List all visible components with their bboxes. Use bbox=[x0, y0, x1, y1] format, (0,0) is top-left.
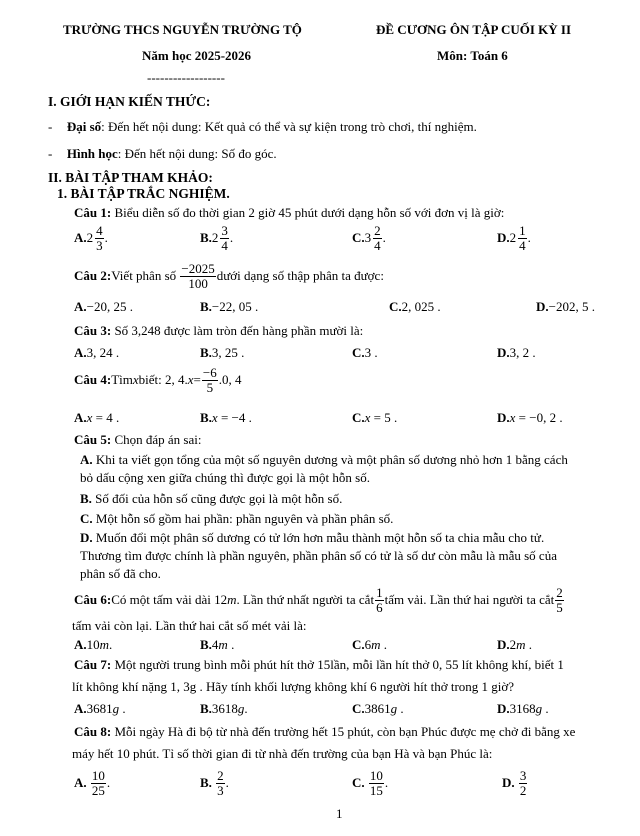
q2-option-c bbox=[389, 299, 441, 315]
header-divider: ------------------ bbox=[147, 70, 225, 85]
q3-option-a bbox=[74, 345, 119, 361]
limit-item-geometry bbox=[48, 146, 277, 162]
option-label: B. bbox=[200, 410, 212, 425]
question-text: Tìm bbox=[111, 372, 133, 388]
variable: x bbox=[86, 410, 93, 425]
option-label: C. bbox=[80, 511, 93, 526]
q1-option-d bbox=[497, 224, 531, 252]
variable: x bbox=[509, 410, 516, 425]
q2-option-d bbox=[536, 299, 595, 315]
option-label: A. bbox=[74, 701, 87, 716]
question-1 bbox=[74, 205, 504, 221]
question-label: Câu 4: bbox=[74, 372, 112, 388]
q6-option-c bbox=[352, 637, 387, 653]
q5-option-d-cont1: Thương tìm được chính là phần nguyên, phần phân số có tử là số dư còn mẫu là mẫu số của bbox=[80, 548, 557, 563]
option-value: 3861 bbox=[364, 701, 391, 716]
option-label: A. bbox=[74, 410, 87, 425]
page-number: 1 bbox=[336, 806, 343, 821]
option-end: . bbox=[227, 637, 235, 652]
option-end: . bbox=[104, 230, 108, 246]
denominator: 5 bbox=[556, 599, 563, 615]
whole-part: 3 bbox=[364, 230, 372, 246]
q3-option-b bbox=[200, 345, 244, 361]
question-text: Có một tấm vải dài 12 bbox=[111, 592, 228, 608]
question-text: . Lần thứ nhất người ta cắt bbox=[236, 592, 375, 608]
option-text: 3 . bbox=[364, 345, 378, 360]
limit-item-algebra bbox=[48, 119, 477, 135]
numerator: 1 bbox=[519, 223, 526, 238]
question-7 bbox=[74, 657, 564, 673]
q5-option-a-cont: bỏ dấu cộng xen giữa chúng thì được gọi là một hỗn số. bbox=[80, 470, 370, 485]
denominator: 4 bbox=[519, 237, 526, 253]
variable: x bbox=[132, 372, 139, 388]
unit: g bbox=[237, 701, 245, 716]
q2-option-b bbox=[200, 299, 258, 315]
option-end: . bbox=[525, 637, 533, 652]
numerator: −6 bbox=[202, 365, 217, 380]
section-1-title: I. GIỚI HẠN KIẾN THỨC: bbox=[48, 94, 211, 109]
limit-label: Đại số bbox=[66, 119, 102, 134]
question-label: Câu 7: bbox=[74, 657, 112, 672]
option-label: B. bbox=[80, 491, 92, 506]
option-text: Một hỗn số gồm hai phần: phần nguyên và phần phân số. bbox=[92, 511, 394, 526]
school-year: Năm học 2025-2026 bbox=[142, 48, 252, 63]
variable: x bbox=[364, 410, 371, 425]
q4-option-c bbox=[352, 410, 397, 426]
option-label: A. bbox=[74, 230, 87, 246]
question-text: Chọn đáp án sai: bbox=[111, 432, 202, 447]
question-2 bbox=[74, 262, 384, 290]
option-label: B. bbox=[200, 345, 212, 360]
option-value: 3618 bbox=[211, 701, 238, 716]
question-label: Câu 6: bbox=[74, 592, 112, 608]
option-value: 3168 bbox=[509, 701, 536, 716]
option-end: . bbox=[384, 775, 389, 791]
equation-part: .0, 4 bbox=[218, 372, 242, 388]
exercise-subtitle: 1. BÀI TẬP TRẮC NGHIỆM. bbox=[57, 186, 230, 201]
whole-part: 2 bbox=[211, 230, 219, 246]
option-value: 4 bbox=[211, 637, 219, 652]
numerator: 2 bbox=[374, 223, 381, 238]
option-label: B. bbox=[200, 637, 212, 652]
question-text: Viết phân số bbox=[111, 268, 177, 284]
denominator: 100 bbox=[188, 275, 208, 291]
variable: x bbox=[211, 410, 218, 425]
section-2-title: II. BÀI TẬP THAM KHẢO: bbox=[48, 170, 213, 185]
q6-option-d bbox=[497, 637, 532, 653]
school-name: TRƯỜNG THCS NGUYỄN TRƯỜNG TỘ bbox=[63, 22, 302, 37]
option-label: A. bbox=[74, 775, 87, 791]
option-end: . bbox=[225, 775, 229, 791]
q5-option-d-cont2: phân số đã cho. bbox=[80, 566, 161, 581]
option-value: 3681 bbox=[86, 701, 113, 716]
option-label: A. bbox=[74, 299, 87, 314]
option-label: B. bbox=[200, 701, 212, 716]
option-label: D. bbox=[497, 637, 510, 652]
option-label: A. bbox=[80, 452, 93, 467]
q7-option-b bbox=[200, 701, 248, 717]
option-text: −202, 5 . bbox=[548, 299, 595, 314]
option-label: B. bbox=[200, 230, 212, 246]
numerator: 3 bbox=[221, 223, 228, 238]
question-text: Biểu diễn số đo thời gian 2 giờ 45 phút dưới dạng hỗn số với đơn vị là giờ: bbox=[111, 205, 505, 220]
q1-option-a bbox=[74, 224, 108, 252]
q7-option-d bbox=[497, 701, 549, 717]
option-label: C. bbox=[352, 637, 365, 652]
q1-option-c bbox=[352, 224, 386, 252]
option-label: B. bbox=[200, 775, 212, 791]
q4-option-b bbox=[200, 410, 252, 426]
q8-option-d bbox=[502, 769, 528, 797]
question-label: Câu 8: bbox=[74, 724, 112, 739]
limit-label: Hình học bbox=[66, 146, 118, 161]
option-text: = 5 . bbox=[370, 410, 398, 425]
q1-option-b bbox=[200, 224, 233, 252]
option-end: . bbox=[542, 701, 549, 716]
q7-continuation: lít không khí nặng 1, 3g . Hãy tính khối lượng không khí 6 người hít thở trong 1 giờ? bbox=[72, 679, 515, 694]
option-text: −20, 25 . bbox=[86, 299, 133, 314]
q3-option-c bbox=[352, 345, 378, 361]
question-5 bbox=[74, 432, 201, 448]
numerator: −2025 bbox=[181, 261, 215, 276]
option-end: . bbox=[527, 230, 531, 246]
question-text: Một người trung bình mỗi phút hít thở 15lần, mỗi lần hít thở 0, 55 lít không khí, biết 1 bbox=[111, 657, 564, 672]
option-label: C. bbox=[352, 230, 365, 246]
q5-option-d bbox=[80, 530, 544, 546]
q8-option-a bbox=[74, 769, 110, 797]
q5-option-b bbox=[80, 491, 342, 507]
option-text: = −4 . bbox=[217, 410, 252, 425]
option-text: 3, 24 . bbox=[86, 345, 120, 360]
dash: - bbox=[48, 146, 53, 161]
option-end: . bbox=[382, 230, 386, 246]
option-label: D. bbox=[536, 299, 549, 314]
option-label: D. bbox=[80, 530, 93, 545]
subject: Môn: Toán 6 bbox=[437, 48, 508, 63]
question-4 bbox=[74, 366, 241, 394]
numerator: 4 bbox=[96, 223, 103, 238]
unit: m bbox=[371, 637, 381, 652]
q4-option-d bbox=[497, 410, 563, 426]
option-label: D. bbox=[502, 775, 515, 791]
option-text: 2, 025 . bbox=[401, 299, 441, 314]
option-label: D. bbox=[497, 701, 510, 716]
option-text: Khi ta viết gọn tổng của một số nguyên dương và một phân số dương nhỏ hơn 1 bằng cách bbox=[92, 452, 568, 467]
unit: g bbox=[535, 701, 543, 716]
denominator: 6 bbox=[376, 599, 383, 615]
q6-option-a bbox=[74, 637, 112, 653]
option-label: A. bbox=[74, 637, 87, 652]
option-value: 2 bbox=[509, 637, 517, 652]
option-text: = −0, 2 . bbox=[515, 410, 563, 425]
q3-option-d bbox=[497, 345, 536, 361]
option-value: 6 bbox=[364, 637, 372, 652]
question-3 bbox=[74, 323, 363, 339]
numerator: 2 bbox=[556, 585, 563, 600]
unit: m bbox=[218, 637, 228, 652]
question-8 bbox=[74, 724, 575, 740]
question-text: dưới dạng số thập phân ta được: bbox=[216, 268, 384, 284]
whole-part: 2 bbox=[509, 230, 517, 246]
q2-option-a bbox=[74, 299, 133, 315]
denominator: 4 bbox=[221, 237, 228, 253]
numerator: 10 bbox=[91, 768, 105, 783]
option-end: . bbox=[229, 230, 234, 246]
option-end: . bbox=[106, 775, 111, 791]
numerator: 1 bbox=[376, 585, 383, 600]
option-text: −22, 05 . bbox=[211, 299, 259, 314]
numerator: 3 bbox=[519, 768, 527, 783]
option-end: . bbox=[119, 701, 126, 716]
option-text: 3, 25 . bbox=[211, 345, 245, 360]
option-end: . bbox=[380, 637, 388, 652]
option-label: B. bbox=[200, 299, 212, 314]
denominator: 2 bbox=[519, 782, 527, 798]
unit: m bbox=[227, 592, 237, 608]
limit-text: : Đến hết nội dung: Kết quả có thể và sự kiện trong trò chơi, thí nghiệm. bbox=[101, 119, 477, 134]
option-text: Muốn đổi một phân số dương có tử lớn hơn mẫu thành một hỗn số ta chia mẫu cho tử. bbox=[92, 530, 545, 545]
question-text: tấm vải. Lần thứ hai người ta cắt bbox=[384, 592, 555, 608]
option-end: . bbox=[244, 701, 248, 716]
q7-option-c bbox=[352, 701, 404, 717]
numerator: 10 bbox=[369, 768, 383, 783]
limit-text: : Đến hết nội dung: Số đo góc. bbox=[117, 146, 277, 161]
question-label: Câu 5: bbox=[74, 432, 112, 447]
option-text: = 4 . bbox=[92, 410, 120, 425]
q7-option-a bbox=[74, 701, 126, 717]
option-end: . bbox=[109, 637, 113, 652]
unit: g bbox=[390, 701, 398, 716]
option-label: D. bbox=[497, 410, 510, 425]
question-label: Câu 3: bbox=[74, 323, 112, 338]
option-label: C. bbox=[352, 701, 365, 716]
unit: g bbox=[112, 701, 120, 716]
document-title: ĐỀ CƯƠNG ÔN TẬP CUỐI KỲ II bbox=[376, 22, 572, 37]
denominator: 4 bbox=[374, 237, 381, 253]
equation-part: = bbox=[193, 372, 201, 388]
q5-option-a bbox=[80, 452, 568, 468]
question-label: Câu 1: bbox=[74, 205, 112, 220]
equation-part: biết: 2, 4. bbox=[138, 372, 188, 388]
q8-continuation: máy hết 10 phút. Tỉ số thời gian đi từ nhà đến trường của bạn Hà và bạn Phúc là: bbox=[72, 746, 493, 761]
unit: m bbox=[99, 637, 110, 652]
q8-option-b bbox=[200, 769, 229, 797]
denominator: 3 bbox=[217, 782, 224, 798]
denominator: 3 bbox=[96, 237, 103, 253]
denominator: 5 bbox=[206, 379, 214, 395]
option-label: C. bbox=[352, 345, 365, 360]
option-end: . bbox=[397, 701, 404, 716]
numerator: 2 bbox=[217, 768, 224, 783]
question-text: Số 3,248 được làm tròn đến hàng phần mười là: bbox=[111, 323, 364, 338]
option-text: Số đối của hỗn số cũng được gọi là một hỗn số. bbox=[91, 491, 343, 506]
dash: - bbox=[48, 119, 53, 134]
question-text: Mỗi ngày Hà đi bộ từ nhà đến trường hết 15 phút, còn bạn Phúc được mẹ chở đi bằng xe bbox=[111, 724, 576, 739]
unit: m bbox=[516, 637, 526, 652]
q5-option-c bbox=[80, 511, 393, 527]
q8-option-c bbox=[352, 769, 388, 797]
variable: x bbox=[187, 372, 194, 388]
denominator: 25 bbox=[91, 782, 105, 798]
denominator: 15 bbox=[369, 782, 383, 798]
option-label: D. bbox=[497, 230, 510, 246]
q4-option-a bbox=[74, 410, 119, 426]
option-label: C. bbox=[352, 410, 365, 425]
question-label: Câu 2: bbox=[74, 268, 112, 284]
option-label: C. bbox=[352, 775, 365, 791]
option-label: A. bbox=[74, 345, 87, 360]
q6-continuation: tấm vải còn lại. Lần thứ hai cắt số mét vải là: bbox=[72, 618, 307, 633]
question-6 bbox=[74, 586, 565, 614]
option-label: D. bbox=[497, 345, 510, 360]
option-label: C. bbox=[389, 299, 402, 314]
q6-option-b bbox=[200, 637, 234, 653]
whole-part: 2 bbox=[86, 230, 94, 246]
option-text: 3, 2 . bbox=[509, 345, 536, 360]
option-value: 10 bbox=[86, 637, 100, 652]
